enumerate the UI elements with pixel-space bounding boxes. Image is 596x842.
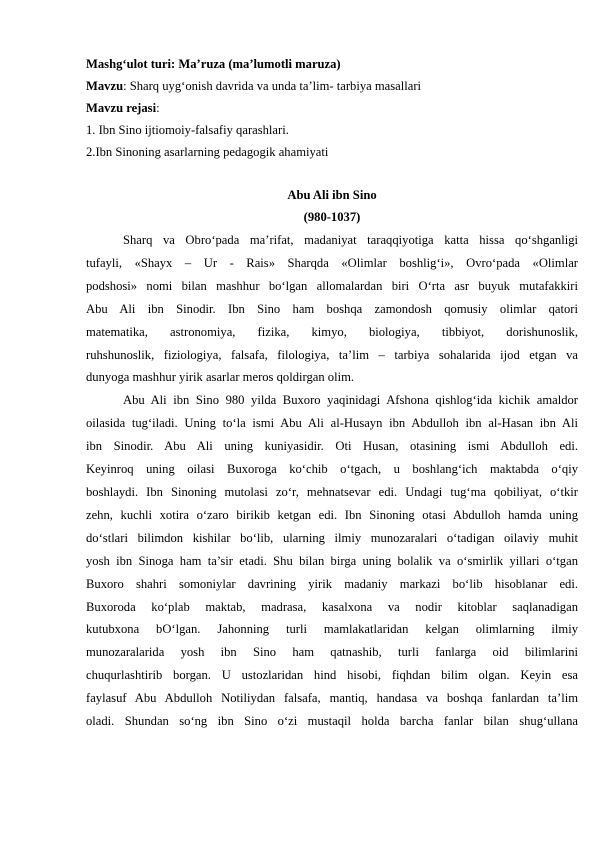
- lesson-type-line: [86, 56, 341, 72]
- body-line: oladi. Shundan so‘ng ibn Sino o‘zi mustaqil holda barcha fanlar bilan shug‘ullana: [86, 714, 578, 729]
- section-title: Abu Ali ibn Sino: [287, 188, 377, 202]
- topic-value: : Sharq uyg‘onish davrida va unda ta’lim- tarbiya masallari: [123, 79, 422, 93]
- body-line: munozaralarida yosh ibn Sino ham qatnashib, turli fanlarga oid bilimlarini: [86, 645, 578, 660]
- plan-item-2: 2.Ibn Sinoning asarlarning pedagogik ahamiyati: [86, 145, 329, 159]
- body-line: podshosi» nomi bilan mashhur bo‘lgan allomalardan biri O‘rta asr buyuk mutafakkiri: [86, 278, 578, 293]
- lesson-type-label: Mashg‘ulot turi:: [86, 57, 176, 71]
- plan-heading-colon: :: [156, 101, 160, 115]
- body-line: Buxoroda ko‘plab maktab, madrasa, kasalxona va nodir kitoblar saqlanadigan: [86, 599, 578, 614]
- body-line: dunyoga mashhur yirik asarlar meros qoldirgan olim.: [86, 370, 355, 385]
- topic-label: Mavzu: [86, 79, 124, 93]
- plan-heading: Mavzu rejasi: [86, 101, 157, 115]
- body-line: Abu Ali ibn Sino 980 yilda Buxoro yaqinidagi Afshona qishlog‘ida kichik amaldor: [123, 393, 578, 408]
- body-line: matematika, astronomiya, fizika, kimyo, biologiya, tibbiyot, dorishunoslik,: [86, 324, 578, 339]
- body-line: boshlaydi. Ibn Sinoning mutolasi zo‘r, mehnatsevar edi. Undagi tug‘ma qobiliyat, o‘tkir: [86, 484, 578, 499]
- body-line: chuqurlashtirib borgan. U ustozlaridan hind hisobi, fiqhdan bilim olgan. Keyin esa: [86, 668, 578, 683]
- section-years: (980-1037): [303, 210, 361, 224]
- plan-item-1: 1. Ibn Sino ijtiomoiy-falsafiy qarashlari.: [86, 123, 289, 137]
- body-line: kutubxona bO‘lgan. Jahonning turli mamlakatlaridan kelgan olimlarning ilmiy: [86, 622, 578, 637]
- body-line: Keyinroq uning oilasi Buxoroga ko‘chib o‘tgach, u boshlang‘ich maktabda o‘qiy: [86, 462, 578, 477]
- body-line: yosh ibn Sinoga ham ta’sir etadi. Shu bilan birga uning bolalik va o‘smirlik yillari o‘tgan: [86, 553, 578, 568]
- body-line: tufayli, «Shayx – Ur - Rais» Sharqda «Olimlar boshlig‘i», Ovro‘pada «Olimlar: [86, 255, 578, 270]
- body-line: faylasuf Abu Abdulloh Notiliydan falsafa, mantiq, handasa va boshqa fanlardan ta’lim: [86, 691, 578, 706]
- body-line: Buxoro shahri somoniylar davrining yirik madaniy markazi bo‘lib hisoblanar edi.: [86, 576, 578, 591]
- topic-line: [86, 78, 421, 94]
- body-line: Abu Ali ibn Sinodir. Ibn Sino ham boshqa zamondosh qomusiy olimlar qatori: [86, 301, 578, 316]
- body-text: [86, 229, 578, 733]
- plan-heading-line: [86, 100, 160, 116]
- lesson-type-value: Ma’ruza (ma’lumotli maruza): [175, 57, 341, 71]
- body-line: do‘stlari bilimdon kishilar bo‘lib, ularning ilmiy munozaralari o‘tadigan oilaviy muhit: [86, 530, 578, 545]
- body-line: zehn, kuchli xotira o‘zaro birikib ketgan edi. Ibn Sinoning otasi Abdulloh hamda uning: [86, 507, 578, 522]
- body-line: ibn Sinodir. Abu Ali uning kuniyasidir. Oti Husan, otasining ismi Abdulloh edi.: [86, 439, 578, 454]
- body-line: oilasida tug‘iladi. Uning to‘la ismi Abu Ali al-Husayn ibn Abdulloh ibn al-Hasan ibn Ali: [86, 416, 578, 431]
- body-line: ruhshunoslik, fiziologiya, falsafa, filologiya, ta’lim – tarbiya sohalarida ijod etgan va: [86, 347, 578, 362]
- body-line: Sharq va Obro‘pada ma’rifat, madaniyat taraqqiyotiga katta hissa qo‘shganligi: [123, 233, 578, 247]
